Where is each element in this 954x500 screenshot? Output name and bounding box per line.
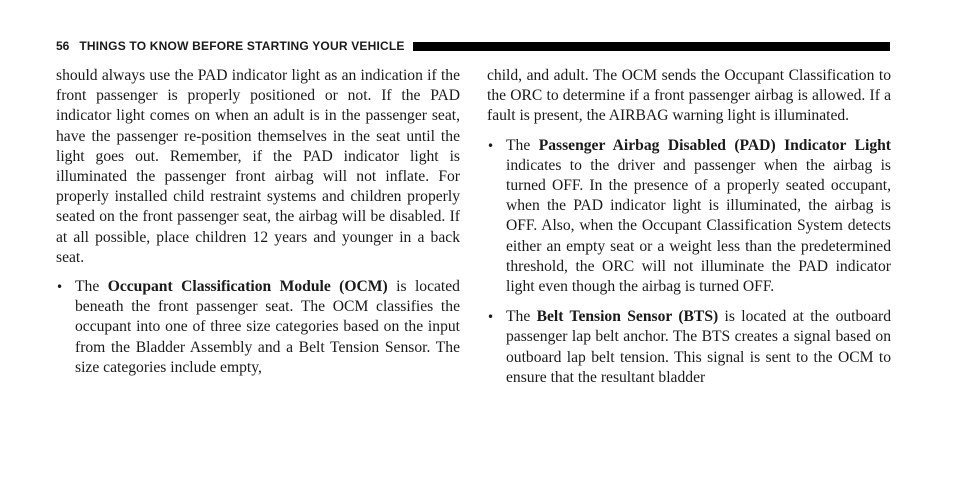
header-rule [413, 42, 890, 51]
bullet-text: is located at the outboard passenger lap belt anchor. The BTS creates a signal based on outboard lap belt tension. This signal is sent to the OCM to ensure that the resultant bladder [506, 308, 891, 386]
continuation-paragraph: should always use the PAD indicator light as an indication if the front passenger is properly positioned or not. If the PAD indicator light comes on when an adult is in the passenger seat, have the passenger re-position themselves in the seat until the light goes out. Remember, if the PAD indicator light is illuminated the passenger front airbag will not inflate. For properly installed child restraint systems and children properly seated on the front passenger seat, the airbag will be disabled. If at all possible, place children 12 years and younger in a back seat. [56, 67, 460, 266]
continuation-paragraph: child, and adult. The OCM sends the Occupant Classification to the ORC to determine if a front passenger airbag is allowed. If a fault is present, the AIRBAG warning light is illuminated. [487, 67, 891, 125]
page-header [56, 36, 890, 56]
bullet-term: Belt Tension Sensor (BTS) [536, 308, 719, 326]
bullet-text: indicates to the driver and passenger when the airbag is turned OFF. In the presence of a properly seated occupant, when the PAD indicator light is illuminated, the airbag is OFF. Also, when the Occupant Classification System detects either an empty seat or a weight less than the predetermined threshold, the ORC will not illuminate the PAD indicator light even though the airbag is turned OFF. [506, 156, 891, 296]
bullet-text: is located beneath the front passenger seat. The OCM classifies the occupant into one of three size categories based on the input from the Bladder Assembly and a Belt Tension Sensor. The size categories include empty, [75, 278, 460, 376]
section-title: THINGS TO KNOW BEFORE STARTING YOUR VEHICLE [79, 39, 405, 53]
bullet-term: Occupant Classification Module (OCM) [107, 278, 388, 296]
bullet-term: Passenger Airbag Disabled (PAD) Indicator Light [538, 136, 891, 154]
bullet-dot: • [487, 138, 495, 153]
bullet-bts [487, 307, 891, 388]
bullet-pad [487, 136, 891, 298]
bullet-dot: • [487, 310, 495, 325]
page-number: 56 [56, 39, 70, 53]
left-column [56, 66, 460, 378]
bullet-ocm [56, 277, 460, 378]
bullet-lead: The [75, 278, 108, 296]
bullet-dot: • [56, 280, 64, 295]
bullet-lead: The [506, 308, 537, 326]
bullet-lead: The [506, 136, 539, 154]
right-column [487, 66, 891, 388]
